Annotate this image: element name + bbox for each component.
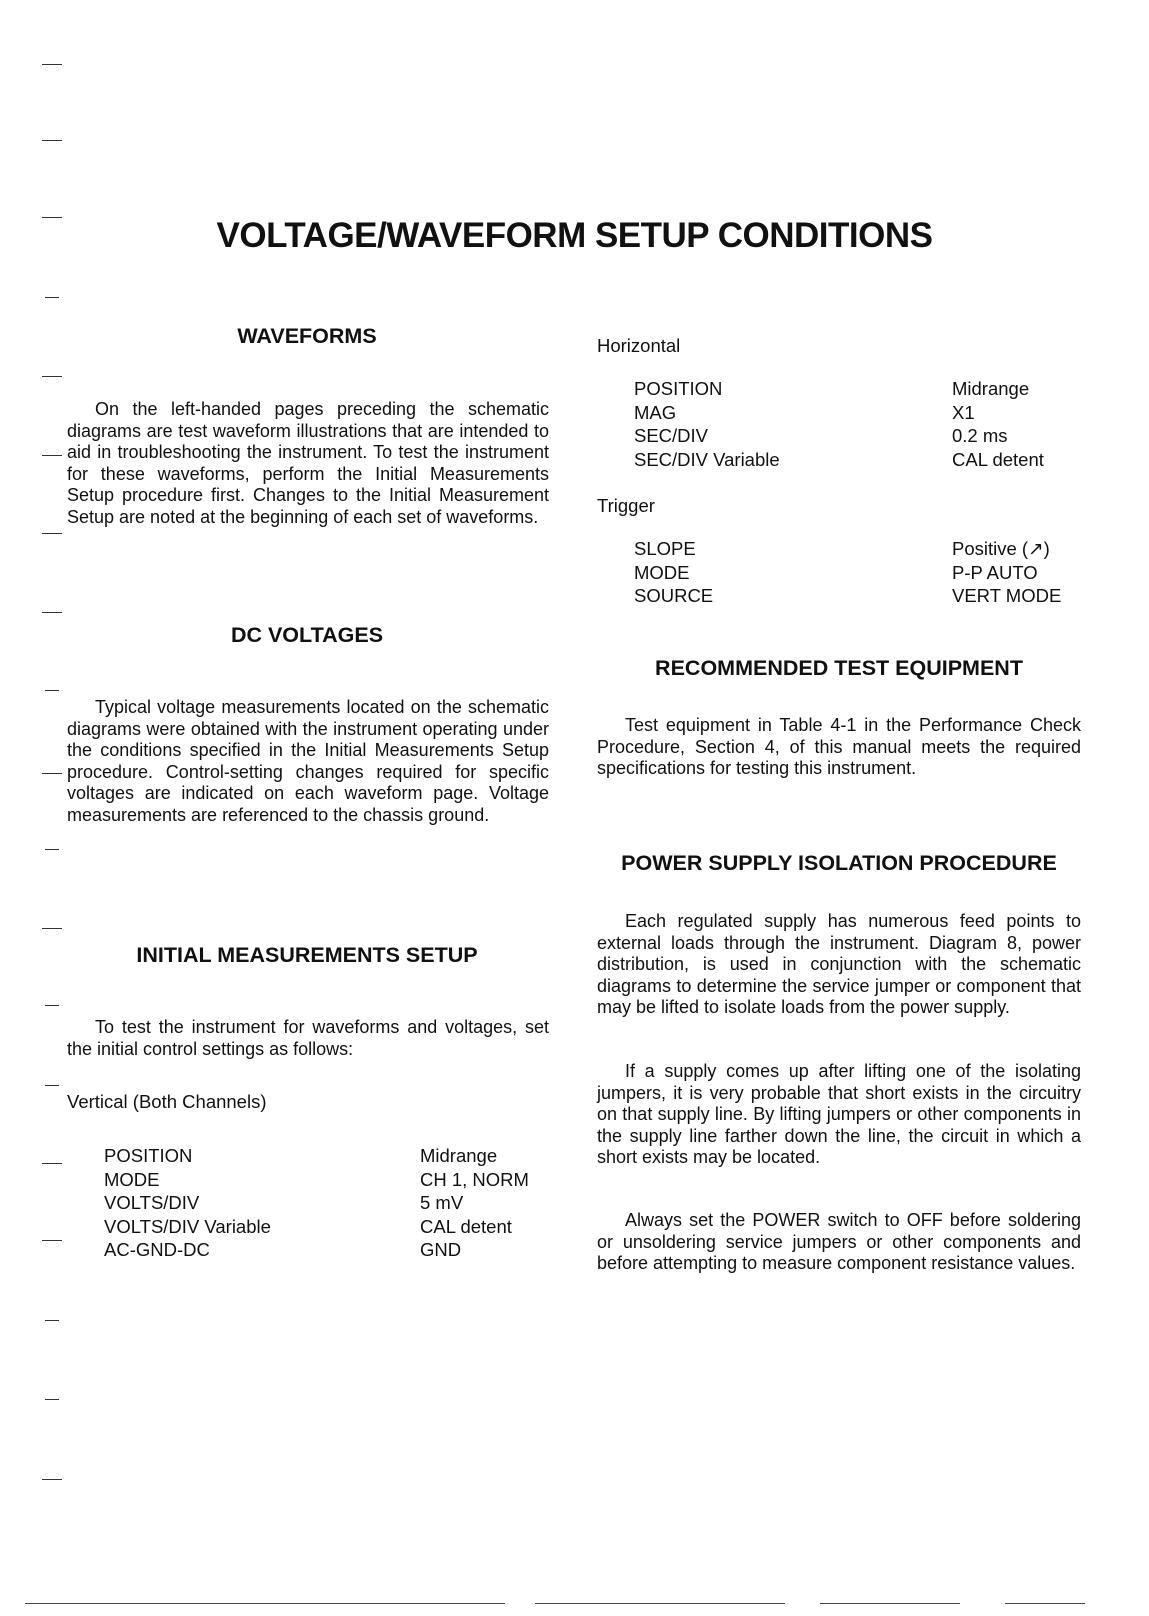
setting-value: CAL detent xyxy=(420,1215,512,1237)
margin-tick xyxy=(42,140,62,141)
margin-tick xyxy=(45,1005,59,1006)
footer-rule xyxy=(535,1603,785,1604)
margin-tick xyxy=(45,297,59,298)
trigger-label: Trigger xyxy=(597,495,655,516)
margin-tick xyxy=(42,64,62,65)
setting-control: VOLTS/DIV Variable xyxy=(104,1215,271,1237)
setting-control: SEC/DIV xyxy=(634,425,709,446)
setting-row xyxy=(634,561,1094,585)
initial-setup-text: To test the instrument for waveforms and voltages, set the initial control settings as follows: xyxy=(67,1017,549,1059)
dc-voltages-heading: DC VOLTAGES xyxy=(230,623,384,647)
margin-tick xyxy=(42,1479,62,1480)
setting-row xyxy=(104,1191,544,1215)
setting-value: 5 mV xyxy=(420,1192,464,1213)
setting-control: MODE xyxy=(104,1168,160,1190)
setting-control: VOLTS/DIV xyxy=(104,1192,200,1213)
setting-value: CH 1, NORM xyxy=(420,1168,529,1190)
isolation-paragraph: Each regulated supply has numerous feed points to external loads through the instrument. Diagram 8, power distribution, is used in conjunction with the schematic diagrams to determine the service jumper or component that may be lifted to isolate loads from the power supply. xyxy=(597,911,1081,1017)
margin-tick xyxy=(45,1399,59,1400)
margin-tick xyxy=(42,533,62,534)
setting-value: Positive (↗) xyxy=(952,538,1050,559)
footer-rule xyxy=(820,1603,960,1604)
setting-control: POSITION xyxy=(634,378,723,399)
margin-tick xyxy=(42,773,62,774)
margin-tick xyxy=(42,376,62,377)
horizontal-label: Horizontal xyxy=(597,335,681,356)
setting-row xyxy=(634,377,1094,401)
margin-tick xyxy=(42,455,62,456)
setting-value: Midrange xyxy=(420,1145,498,1166)
test-equipment-text: Test equipment in Table 4-1 in the Performance Check Procedure, Section 4, of this manual meets the required specifications for testing this instrument. xyxy=(597,715,1081,778)
waveforms-heading: WAVEFORMS xyxy=(237,324,377,348)
page-title: VOLTAGE/WAVEFORM SETUP CONDITIONS xyxy=(216,216,933,255)
initial-setup-heading: INITIAL MEASUREMENTS SETUP xyxy=(136,943,478,967)
setting-value: X1 xyxy=(952,401,975,423)
setting-control: AC-GND-DC xyxy=(104,1239,210,1260)
margin-tick xyxy=(42,928,62,929)
setting-control: MODE xyxy=(634,561,690,583)
margin-tick xyxy=(45,1320,59,1321)
trigger-settings xyxy=(634,537,1094,608)
setting-control: SOURCE xyxy=(634,585,714,606)
margin-tick xyxy=(42,612,62,613)
setting-control: SEC/DIV Variable xyxy=(634,448,780,470)
setting-control: POSITION xyxy=(104,1145,193,1166)
setting-row xyxy=(104,1238,544,1262)
setting-row xyxy=(634,537,1094,561)
setting-row xyxy=(104,1168,544,1192)
isolation-heading: POWER SUPPLY ISOLATION PROCEDURE xyxy=(621,851,1057,875)
setting-value: Midrange xyxy=(952,378,1030,399)
isolation-paragraph: Always set the POWER switch to OFF before soldering or unsoldering service jumpers or other components and before attempting to measure component resistance values. xyxy=(597,1210,1081,1273)
margin-tick xyxy=(42,1240,62,1241)
margin-tick xyxy=(45,690,59,691)
setting-row xyxy=(634,448,1094,472)
setting-row xyxy=(634,401,1094,425)
waveforms-text: On the left-handed pages preceding the schematic diagrams are test waveform illustrations that are intended to aid in troubleshooting the instrument. To test the instrument for these waveforms, perform the Initial Measurements Setup procedure first. Changes to the Initial Measurement Setup are noted at the beginning of each set of waveforms. xyxy=(67,399,549,527)
isolation-paragraph: If a supply comes up after lifting one of the isolating jumpers, it is very probable that short exists in the circuitry on that supply line. By lifting jumpers or other components in the supply line farther down the line, the circuit in which a short exists may be located. xyxy=(597,1061,1081,1167)
setting-value: CAL detent xyxy=(952,448,1044,470)
horizontal-settings xyxy=(634,377,1094,471)
setting-control: MAG xyxy=(634,401,677,423)
setting-row xyxy=(104,1144,544,1168)
setting-control: SLOPE xyxy=(634,538,696,559)
margin-tick xyxy=(45,1085,59,1086)
setting-value: VERT MODE xyxy=(952,585,1062,606)
margin-tick xyxy=(45,849,59,850)
setting-row xyxy=(634,584,1094,608)
setting-row xyxy=(104,1215,544,1239)
setting-value: 0.2 ms xyxy=(952,425,1008,446)
dc-voltages-text: Typical voltage measurements located on the schematic diagrams were obtained with the instrument operating under the conditions specified in the Initial Measurements Setup procedure. Control-setting changes required for specific voltages are indicated on each waveform page. Voltage measurements are referenced to the chassis ground. xyxy=(67,697,549,825)
setting-row xyxy=(634,424,1094,448)
setting-value: P-P AUTO xyxy=(952,561,1038,583)
margin-tick xyxy=(42,1163,62,1164)
setting-value: GND xyxy=(420,1239,462,1260)
vertical-settings xyxy=(104,1144,544,1262)
footer-rule xyxy=(25,1603,505,1604)
test-equipment-heading: RECOMMENDED TEST EQUIPMENT xyxy=(655,656,1023,680)
footer-rule xyxy=(1005,1603,1085,1604)
vertical-label: Vertical (Both Channels) xyxy=(67,1091,267,1112)
